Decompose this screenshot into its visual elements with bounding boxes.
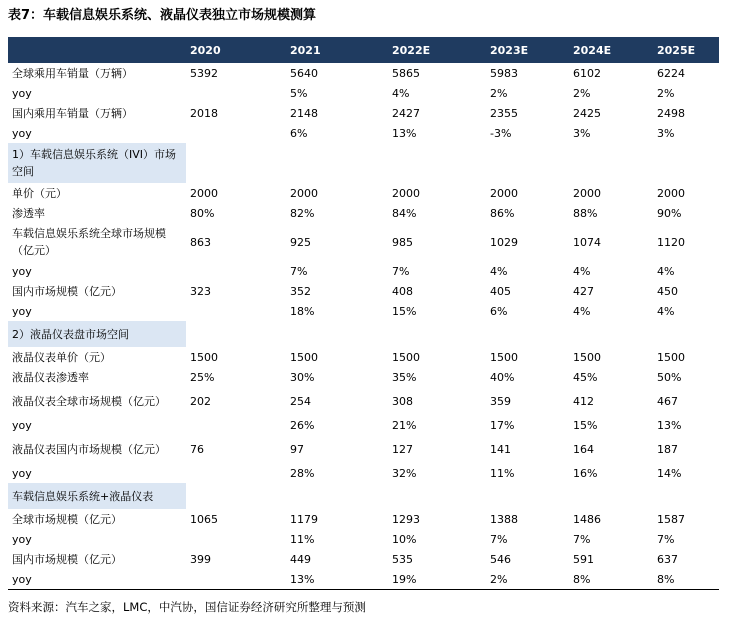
value-cell: 2% bbox=[657, 86, 675, 100]
row-label: 全球市场规模（亿元） bbox=[12, 512, 122, 526]
row-label: 国内市场规模（亿元） bbox=[12, 284, 122, 298]
value-cell: 546 bbox=[490, 552, 511, 566]
value-cell: 90% bbox=[657, 206, 682, 220]
value-cell: 308 bbox=[392, 394, 413, 408]
yoy-row bbox=[8, 123, 719, 143]
value-cell: 11% bbox=[490, 466, 515, 480]
value-cell: 2% bbox=[486, 569, 569, 590]
value-cell: 16% bbox=[573, 466, 598, 480]
row-label: 车载信息娱乐系统全球市场规模（亿元） bbox=[12, 227, 166, 257]
empty-cell bbox=[186, 483, 286, 509]
section-row bbox=[8, 321, 719, 347]
value-cell: 88% bbox=[573, 206, 598, 220]
value-cell: 2000 bbox=[573, 186, 601, 200]
value-cell: 5640 bbox=[290, 66, 318, 80]
value-cell: 1486 bbox=[573, 512, 601, 526]
value-cell: 352 bbox=[290, 284, 311, 298]
value-cell: 2018 bbox=[190, 106, 218, 120]
value-cell: 2000 bbox=[392, 186, 420, 200]
value-cell: 467 bbox=[657, 394, 678, 408]
value-cell: 2000 bbox=[190, 186, 218, 200]
yoy-row bbox=[8, 569, 719, 590]
value-cell: 15% bbox=[573, 418, 598, 432]
value-cell: 1029 bbox=[490, 235, 518, 249]
empty-cell bbox=[286, 143, 388, 183]
value-cell: 82% bbox=[290, 206, 315, 220]
market-size-table bbox=[8, 37, 719, 590]
yoy-row bbox=[8, 261, 719, 281]
value-cell: 1500 bbox=[490, 350, 518, 364]
value-cell: 11% bbox=[290, 532, 315, 546]
row-label: yoy bbox=[12, 304, 32, 318]
value-cell: 2427 bbox=[392, 106, 420, 120]
row-label: 液晶仪表国内市场规模（亿元） bbox=[12, 442, 166, 456]
value-cell: 10% bbox=[392, 532, 417, 546]
row-label: yoy bbox=[12, 264, 32, 278]
value-cell: 2000 bbox=[490, 186, 518, 200]
value-cell: 13% bbox=[392, 126, 417, 140]
table-body bbox=[8, 63, 719, 590]
row-label: 液晶仪表全球市场规模（亿元） bbox=[12, 394, 166, 408]
source-note: 资料来源：汽车之家，LMC，中汽协，国信证券经济研究所整理与预测 bbox=[8, 600, 366, 614]
value-cell bbox=[186, 569, 286, 590]
empty-cell bbox=[653, 321, 719, 347]
row-label: 国内乘用车销量（万辆） bbox=[12, 106, 133, 120]
header-row bbox=[8, 38, 719, 64]
value-cell: 187 bbox=[657, 442, 678, 456]
empty-cell bbox=[653, 483, 719, 509]
table-row bbox=[8, 281, 719, 301]
value-cell: 1587 bbox=[657, 512, 685, 526]
value-cell: 6224 bbox=[657, 66, 685, 80]
header-cell-2024e: 2024E bbox=[569, 38, 653, 64]
value-cell: 427 bbox=[573, 284, 594, 298]
row-label: 液晶仪表渗透率 bbox=[12, 370, 89, 384]
value-cell: 1074 bbox=[573, 235, 601, 249]
header-cell-2025e: 2025E bbox=[653, 38, 719, 64]
value-cell bbox=[186, 83, 286, 103]
section-label: 2）液晶仪表盘市场空间 bbox=[8, 321, 186, 347]
value-cell: 86% bbox=[490, 206, 515, 220]
value-cell: 26% bbox=[290, 418, 315, 432]
value-cell: 25% bbox=[190, 370, 215, 384]
empty-cell bbox=[286, 321, 388, 347]
value-cell: 7% bbox=[290, 264, 308, 278]
empty-cell bbox=[569, 143, 653, 183]
table-title: 表7：车载信息娱乐系统、液晶仪表独立市场规模测算 bbox=[8, 8, 317, 23]
table-row bbox=[8, 549, 719, 569]
value-cell bbox=[186, 529, 286, 549]
value-cell: 359 bbox=[490, 394, 511, 408]
value-cell: 80% bbox=[190, 206, 215, 220]
value-cell: 127 bbox=[392, 442, 413, 456]
yoy-row bbox=[8, 415, 719, 435]
value-cell: 17% bbox=[490, 418, 515, 432]
value-cell: 2000 bbox=[657, 186, 685, 200]
value-cell: 7% bbox=[657, 532, 675, 546]
value-cell: 1500 bbox=[657, 350, 685, 364]
row-label: 液晶仪表单价（元） bbox=[12, 350, 111, 364]
row-label: yoy bbox=[12, 86, 32, 100]
empty-cell bbox=[286, 483, 388, 509]
value-cell: 4% bbox=[573, 304, 591, 318]
value-cell: 5865 bbox=[392, 66, 420, 80]
value-cell: 863 bbox=[190, 235, 211, 249]
table-row bbox=[8, 103, 719, 123]
value-cell: 164 bbox=[573, 442, 594, 456]
empty-cell bbox=[486, 483, 569, 509]
empty-cell bbox=[486, 321, 569, 347]
value-cell: 19% bbox=[388, 569, 486, 590]
header-cell-label bbox=[8, 38, 186, 64]
value-cell bbox=[186, 261, 286, 281]
value-cell: 1120 bbox=[657, 235, 685, 249]
value-cell: 925 bbox=[290, 235, 311, 249]
value-cell: 3% bbox=[657, 126, 675, 140]
value-cell: 40% bbox=[490, 370, 515, 384]
row-label: 国内市场规模（亿元） bbox=[12, 552, 122, 566]
table-row bbox=[8, 347, 719, 367]
value-cell: 2148 bbox=[290, 106, 318, 120]
table-row bbox=[8, 367, 719, 387]
value-cell bbox=[186, 301, 286, 321]
table-row bbox=[8, 387, 719, 415]
row-label: yoy bbox=[12, 418, 32, 432]
section-row bbox=[8, 483, 719, 509]
header-cell-2023e: 2023E bbox=[486, 38, 569, 64]
value-cell: 35% bbox=[392, 370, 417, 384]
value-cell: 4% bbox=[573, 264, 591, 278]
header-cell-2022e: 2022E bbox=[388, 38, 486, 64]
value-cell: 7% bbox=[573, 532, 591, 546]
value-cell: 2355 bbox=[490, 106, 518, 120]
empty-cell bbox=[569, 483, 653, 509]
value-cell: 254 bbox=[290, 394, 311, 408]
value-cell: 13% bbox=[657, 418, 682, 432]
header-cell-2021: 2021 bbox=[286, 38, 388, 64]
value-cell bbox=[186, 123, 286, 143]
value-cell: 985 bbox=[392, 235, 413, 249]
value-cell: 4% bbox=[657, 304, 675, 318]
value-cell: 591 bbox=[573, 552, 594, 566]
value-cell: 28% bbox=[290, 466, 315, 480]
row-label: 单价（元） bbox=[12, 186, 67, 200]
row-label: 渗透率 bbox=[12, 206, 45, 220]
yoy-row bbox=[8, 83, 719, 103]
value-cell: 84% bbox=[392, 206, 417, 220]
value-cell: 50% bbox=[657, 370, 682, 384]
empty-cell bbox=[569, 321, 653, 347]
table-row bbox=[8, 203, 719, 223]
value-cell: 5983 bbox=[490, 66, 518, 80]
value-cell: 399 bbox=[190, 552, 211, 566]
yoy-row bbox=[8, 463, 719, 483]
empty-cell bbox=[486, 143, 569, 183]
value-cell: -3% bbox=[490, 126, 512, 140]
row-label: 全球乘用车销量（万辆） bbox=[12, 66, 133, 80]
value-cell: 1500 bbox=[290, 350, 318, 364]
table-row bbox=[8, 223, 719, 261]
value-cell: 1500 bbox=[190, 350, 218, 364]
value-cell: 2498 bbox=[657, 106, 685, 120]
row-label: yoy bbox=[8, 569, 186, 590]
value-cell: 4% bbox=[392, 86, 410, 100]
empty-cell bbox=[186, 143, 286, 183]
value-cell: 7% bbox=[392, 264, 410, 278]
yoy-row bbox=[8, 529, 719, 549]
table-row bbox=[8, 63, 719, 83]
value-cell bbox=[186, 415, 286, 435]
value-cell: 32% bbox=[392, 466, 417, 480]
value-cell: 3% bbox=[573, 126, 591, 140]
value-cell: 2000 bbox=[290, 186, 318, 200]
value-cell: 2% bbox=[573, 86, 591, 100]
empty-cell bbox=[186, 321, 286, 347]
value-cell: 323 bbox=[190, 284, 211, 298]
empty-cell bbox=[388, 483, 486, 509]
value-cell: 1065 bbox=[190, 512, 218, 526]
value-cell: 45% bbox=[573, 370, 598, 384]
value-cell: 1500 bbox=[392, 350, 420, 364]
section-label: 车载信息娱乐系统+液晶仪表 bbox=[8, 483, 186, 509]
value-cell: 15% bbox=[392, 304, 417, 318]
value-cell: 1179 bbox=[290, 512, 318, 526]
table-row bbox=[8, 509, 719, 529]
value-cell: 637 bbox=[657, 552, 678, 566]
value-cell: 6% bbox=[490, 304, 508, 318]
value-cell: 450 bbox=[657, 284, 678, 298]
value-cell: 412 bbox=[573, 394, 594, 408]
value-cell: 8% bbox=[569, 569, 653, 590]
value-cell: 202 bbox=[190, 394, 211, 408]
value-cell: 4% bbox=[490, 264, 508, 278]
value-cell: 1500 bbox=[573, 350, 601, 364]
value-cell bbox=[186, 463, 286, 483]
empty-cell bbox=[653, 143, 719, 183]
row-label: yoy bbox=[12, 126, 32, 140]
table-row bbox=[8, 183, 719, 203]
value-cell: 30% bbox=[290, 370, 315, 384]
value-cell: 4% bbox=[657, 264, 675, 278]
value-cell: 535 bbox=[392, 552, 413, 566]
row-label: yoy bbox=[12, 532, 32, 546]
value-cell: 21% bbox=[392, 418, 417, 432]
value-cell: 5% bbox=[290, 86, 308, 100]
value-cell: 97 bbox=[290, 442, 304, 456]
yoy-row bbox=[8, 301, 719, 321]
value-cell: 8% bbox=[653, 569, 719, 590]
empty-cell bbox=[388, 143, 486, 183]
value-cell: 2425 bbox=[573, 106, 601, 120]
value-cell: 6102 bbox=[573, 66, 601, 80]
value-cell: 408 bbox=[392, 284, 413, 298]
section-row bbox=[8, 143, 719, 183]
value-cell: 6% bbox=[290, 126, 308, 140]
value-cell: 18% bbox=[290, 304, 315, 318]
table-row bbox=[8, 435, 719, 463]
value-cell: 14% bbox=[657, 466, 682, 480]
value-cell: 1293 bbox=[392, 512, 420, 526]
value-cell: 7% bbox=[490, 532, 508, 546]
empty-cell bbox=[388, 321, 486, 347]
value-cell: 76 bbox=[190, 442, 204, 456]
value-cell: 1388 bbox=[490, 512, 518, 526]
header-cell-2020: 2020 bbox=[186, 38, 286, 64]
value-cell: 141 bbox=[490, 442, 511, 456]
value-cell: 405 bbox=[490, 284, 511, 298]
value-cell: 2% bbox=[490, 86, 508, 100]
value-cell: 449 bbox=[290, 552, 311, 566]
row-label: yoy bbox=[12, 466, 32, 480]
section-label: 1）车载信息娱乐系统（IVI）市场空间 bbox=[8, 143, 186, 183]
value-cell: 5392 bbox=[190, 66, 218, 80]
value-cell: 13% bbox=[286, 569, 388, 590]
